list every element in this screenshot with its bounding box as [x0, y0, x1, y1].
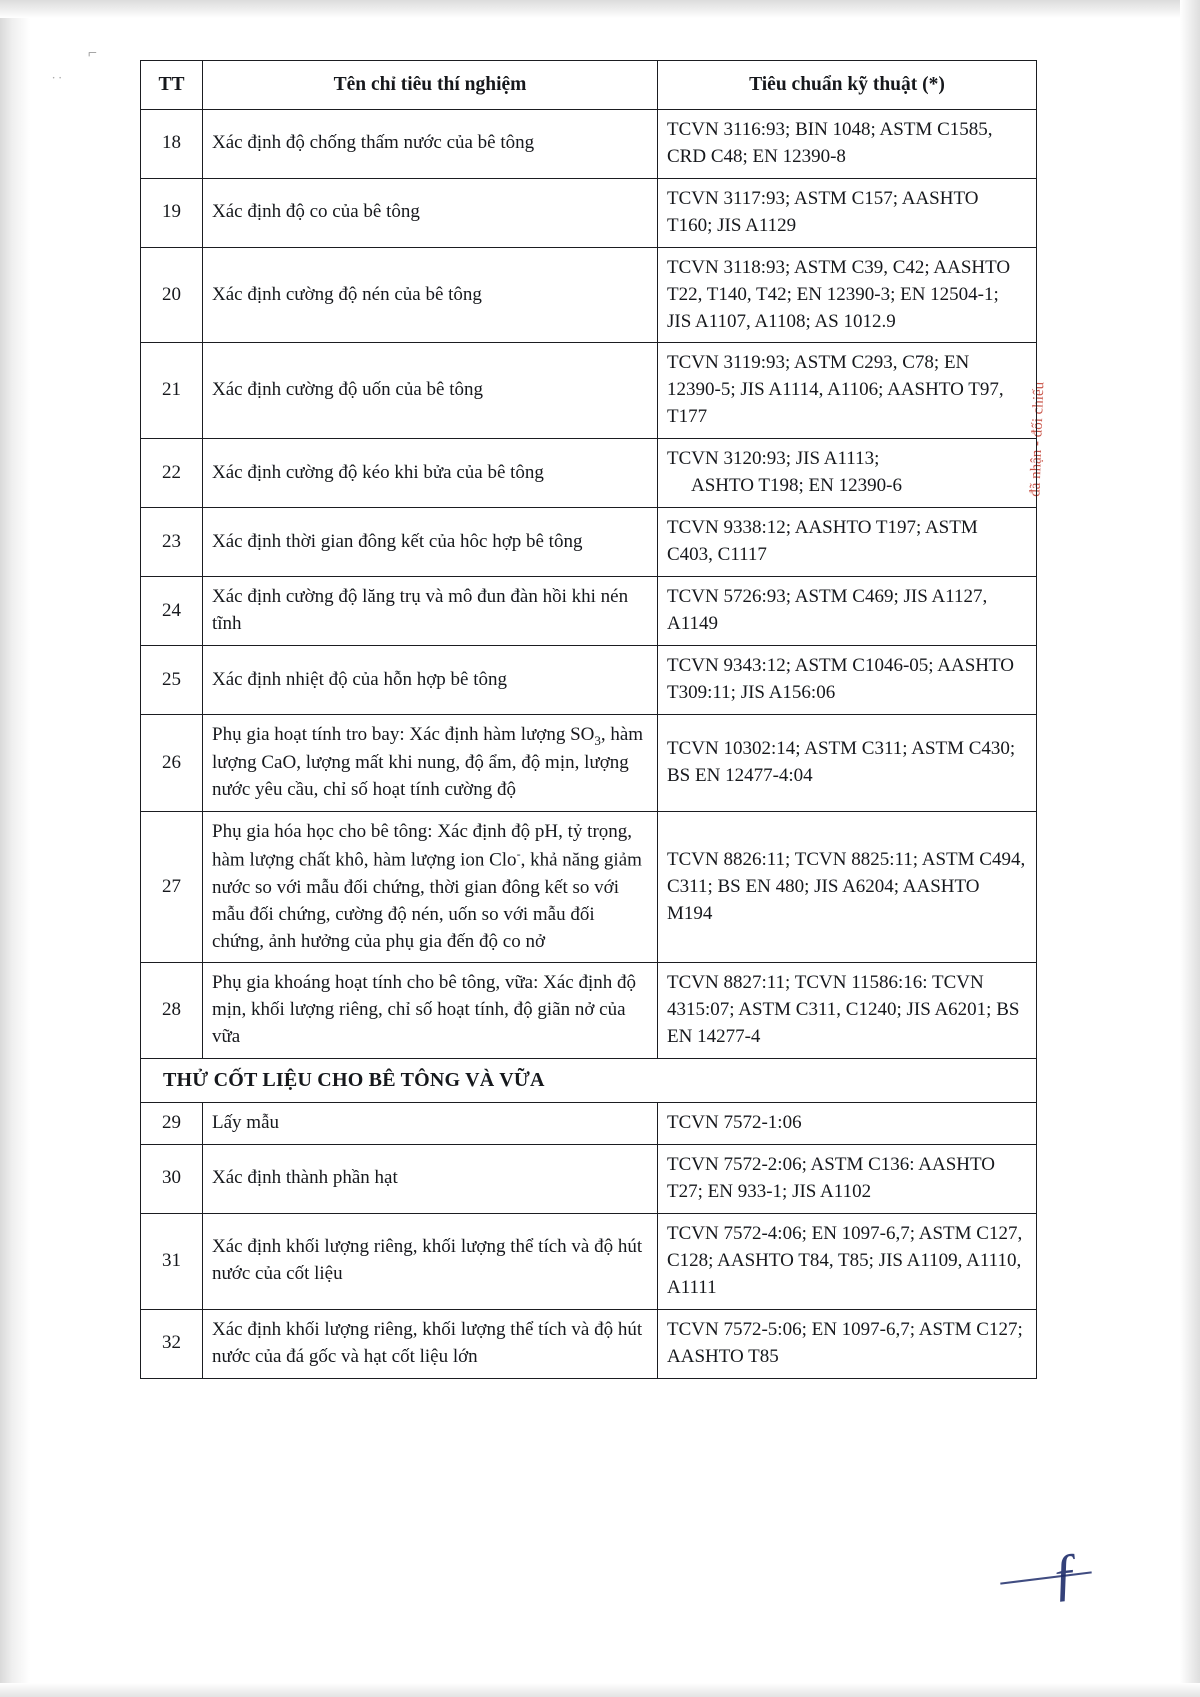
section-heading: THỬ CỐT LIỆU CHO BÊ TÔNG VÀ VỮA [141, 1059, 1037, 1102]
table-row [141, 715, 1037, 812]
test-name-part-1: Phụ gia hóa học cho bê tông: Xác định độ pH, tỷ trọng, hàm lượng chất khô, hàm lượng ion Clo [212, 821, 633, 871]
cell-test-name: Phụ gia khoáng hoạt tính cho bê tông, vữa: Xác định độ mịn, khối lượng riêng, chỉ số hoạt tính, độ giãn nở của vữa [203, 963, 658, 1059]
table-row [141, 963, 1037, 1059]
table-header-row [141, 61, 1037, 110]
cell-test-name: Xác định nhiệt độ của hỗn hợp bê tông [203, 646, 658, 715]
cell-tt: 26 [141, 715, 203, 812]
cell-standard [658, 439, 1037, 508]
cell-standard: TCVN 7572-5:06; EN 1097-6,7; ASTM C127; AASHTO T85 [658, 1309, 1037, 1378]
test-name-part-2: , khả năng giảm nước so với mẫu đối chứng, thời gian đông kết so với mẫu đối chứng, cường độ nén, uốn so với mẫu đối chứng, ảnh hưởng của phụ gia đến độ co nở [212, 849, 642, 952]
cell-tt: 31 [141, 1213, 203, 1309]
cell-tt: 23 [141, 508, 203, 577]
cell-tt: 28 [141, 963, 203, 1059]
table-row [141, 439, 1037, 508]
table-row [141, 1213, 1037, 1309]
table-section-row [141, 1059, 1037, 1102]
cell-standard: TCVN 3119:93; ASTM C293, C78; EN 12390-5; JIS A1114, A1106; AASHTO T97, T177 [658, 343, 1037, 439]
cell-test-name: Xác định thời gian đông kết của hôc hợp bê tông [203, 508, 658, 577]
cell-standard: TCVN 3117:93; ASTM C157; AASHTO T160; JIS A1129 [658, 178, 1037, 247]
scan-edge-top [0, 0, 1200, 18]
subscript-3: 3 [594, 732, 601, 748]
cell-tt: 20 [141, 247, 203, 343]
cell-standard: TCVN 7572-2:06; ASTM C136: AASHTO T27; EN 933-1; JIS A1102 [658, 1144, 1037, 1213]
superscript-minus: - [516, 847, 521, 862]
cell-tt: 29 [141, 1102, 203, 1144]
signature-mark: ƒ [1047, 1539, 1084, 1608]
table-row [141, 1102, 1037, 1144]
cell-test-name: Xác định cường độ kéo khi bửa của bê tông [203, 439, 658, 508]
cell-tt: 30 [141, 1144, 203, 1213]
cell-standard: TCVN 7572-1:06 [658, 1102, 1037, 1144]
table-row [141, 343, 1037, 439]
cell-tt: 25 [141, 646, 203, 715]
cell-standard: TCVN 10302:14; ASTM C311; ASTM C430; BS EN 12477-4:04 [658, 715, 1037, 812]
cell-test-name [203, 715, 658, 812]
cell-tt: 18 [141, 109, 203, 178]
cell-standard: TCVN 9343:12; ASTM C1046-05; AASHTO T309:11; JIS A156:06 [658, 646, 1037, 715]
pencil-tick-mark: ⌐ [88, 45, 98, 62]
cell-tt: 21 [141, 343, 203, 439]
test-name-part-2: , hàm lượng CaO, lượng mất khi nung, độ ẩm, độ mịn, lượng nước yêu cầu, chỉ số hoạt tính cường độ [212, 724, 644, 801]
column-header-standard: Tiêu chuẩn kỹ thuật (*) [658, 61, 1037, 110]
table-row [141, 1309, 1037, 1378]
cell-standard: TCVN 8827:11; TCVN 11586:16: TCVN 4315:07; ASTM C311, C1240; JIS A6201; BS EN 14277-4 [658, 963, 1037, 1059]
cell-test-name: Xác định độ chống thấm nước của bê tông [203, 109, 658, 178]
table-row [141, 178, 1037, 247]
scan-edge-bottom [0, 1683, 1200, 1697]
table-row [141, 646, 1037, 715]
cell-tt: 27 [141, 812, 203, 963]
test-standards-table [140, 60, 1037, 1379]
cell-test-name: Xác định cường độ lăng trụ và mô đun đàn hồi khi nén tĩnh [203, 577, 658, 646]
cell-tt: 24 [141, 577, 203, 646]
cell-tt: 32 [141, 1309, 203, 1378]
cell-standard: TCVN 3116:93; BIN 1048; ASTM C1585, CRD C48; EN 12390-8 [658, 109, 1037, 178]
cell-tt: 19 [141, 178, 203, 247]
table-row [141, 247, 1037, 343]
margin-handwritten-note: đã nhận - đối chiếu [1027, 381, 1048, 498]
table-row [141, 109, 1037, 178]
cell-test-name: Xác định độ co của bê tông [203, 178, 658, 247]
table-row [141, 577, 1037, 646]
cell-test-name [203, 812, 658, 963]
pencil-dots-mark: ∙ ∙ [52, 70, 62, 85]
scan-edge-left [0, 0, 30, 1697]
standard-line-1: TCVN 3120:93; JIS A1113; [667, 448, 880, 470]
column-header-tt: TT [141, 61, 203, 110]
cell-test-name: Xác định thành phần hạt [203, 1144, 658, 1213]
table-row [141, 1144, 1037, 1213]
cell-standard: TCVN 5726:93; ASTM C469; JIS A1127, A1149 [658, 577, 1037, 646]
cell-test-name: Xác định khối lượng riêng, khối lượng thể tích và độ hút nước của cốt liệu [203, 1213, 658, 1309]
cell-test-name: Xác định cường độ uốn của bê tông [203, 343, 658, 439]
table-row [141, 508, 1037, 577]
test-name-part-1: Phụ gia hoạt tính tro bay: Xác định hàm lượng SO [212, 724, 595, 746]
scan-edge-right [1180, 0, 1200, 1697]
cell-standard: TCVN 7572-4:06; EN 1097-6,7; ASTM C127, C128; AASHTO T84, T85; JIS A1109, A1110, A1111 [658, 1213, 1037, 1309]
cell-standard: TCVN 3118:93; ASTM C39, C42; AASHTO T22, T140, T42; EN 12390-3; EN 12504-1; JIS A1107, A1108; AS 1012.9 [658, 247, 1037, 343]
column-header-test-name: Tên chỉ tiêu thí nghiệm [203, 61, 658, 110]
cell-test-name: Lấy mẫu [203, 1102, 658, 1144]
cell-tt: 22 [141, 439, 203, 508]
cell-standard: TCVN 9338:12; AASHTO T197; ASTM C403, C1117 [658, 508, 1037, 577]
cell-test-name: Xác định cường độ nén của bê tông [203, 247, 658, 343]
standard-line-2: ASHTO T198; EN 12390-6 [691, 475, 902, 497]
cell-test-name: Xác định khối lượng riêng, khối lượng thể tích và độ hút nước của đá gốc và hạt cốt liệu lớn [203, 1309, 658, 1378]
cell-standard: TCVN 8826:11; TCVN 8825:11; ASTM C494, C311; BS EN 480; JIS A6204; AASHTO M194 [658, 812, 1037, 963]
table-row [141, 812, 1037, 963]
